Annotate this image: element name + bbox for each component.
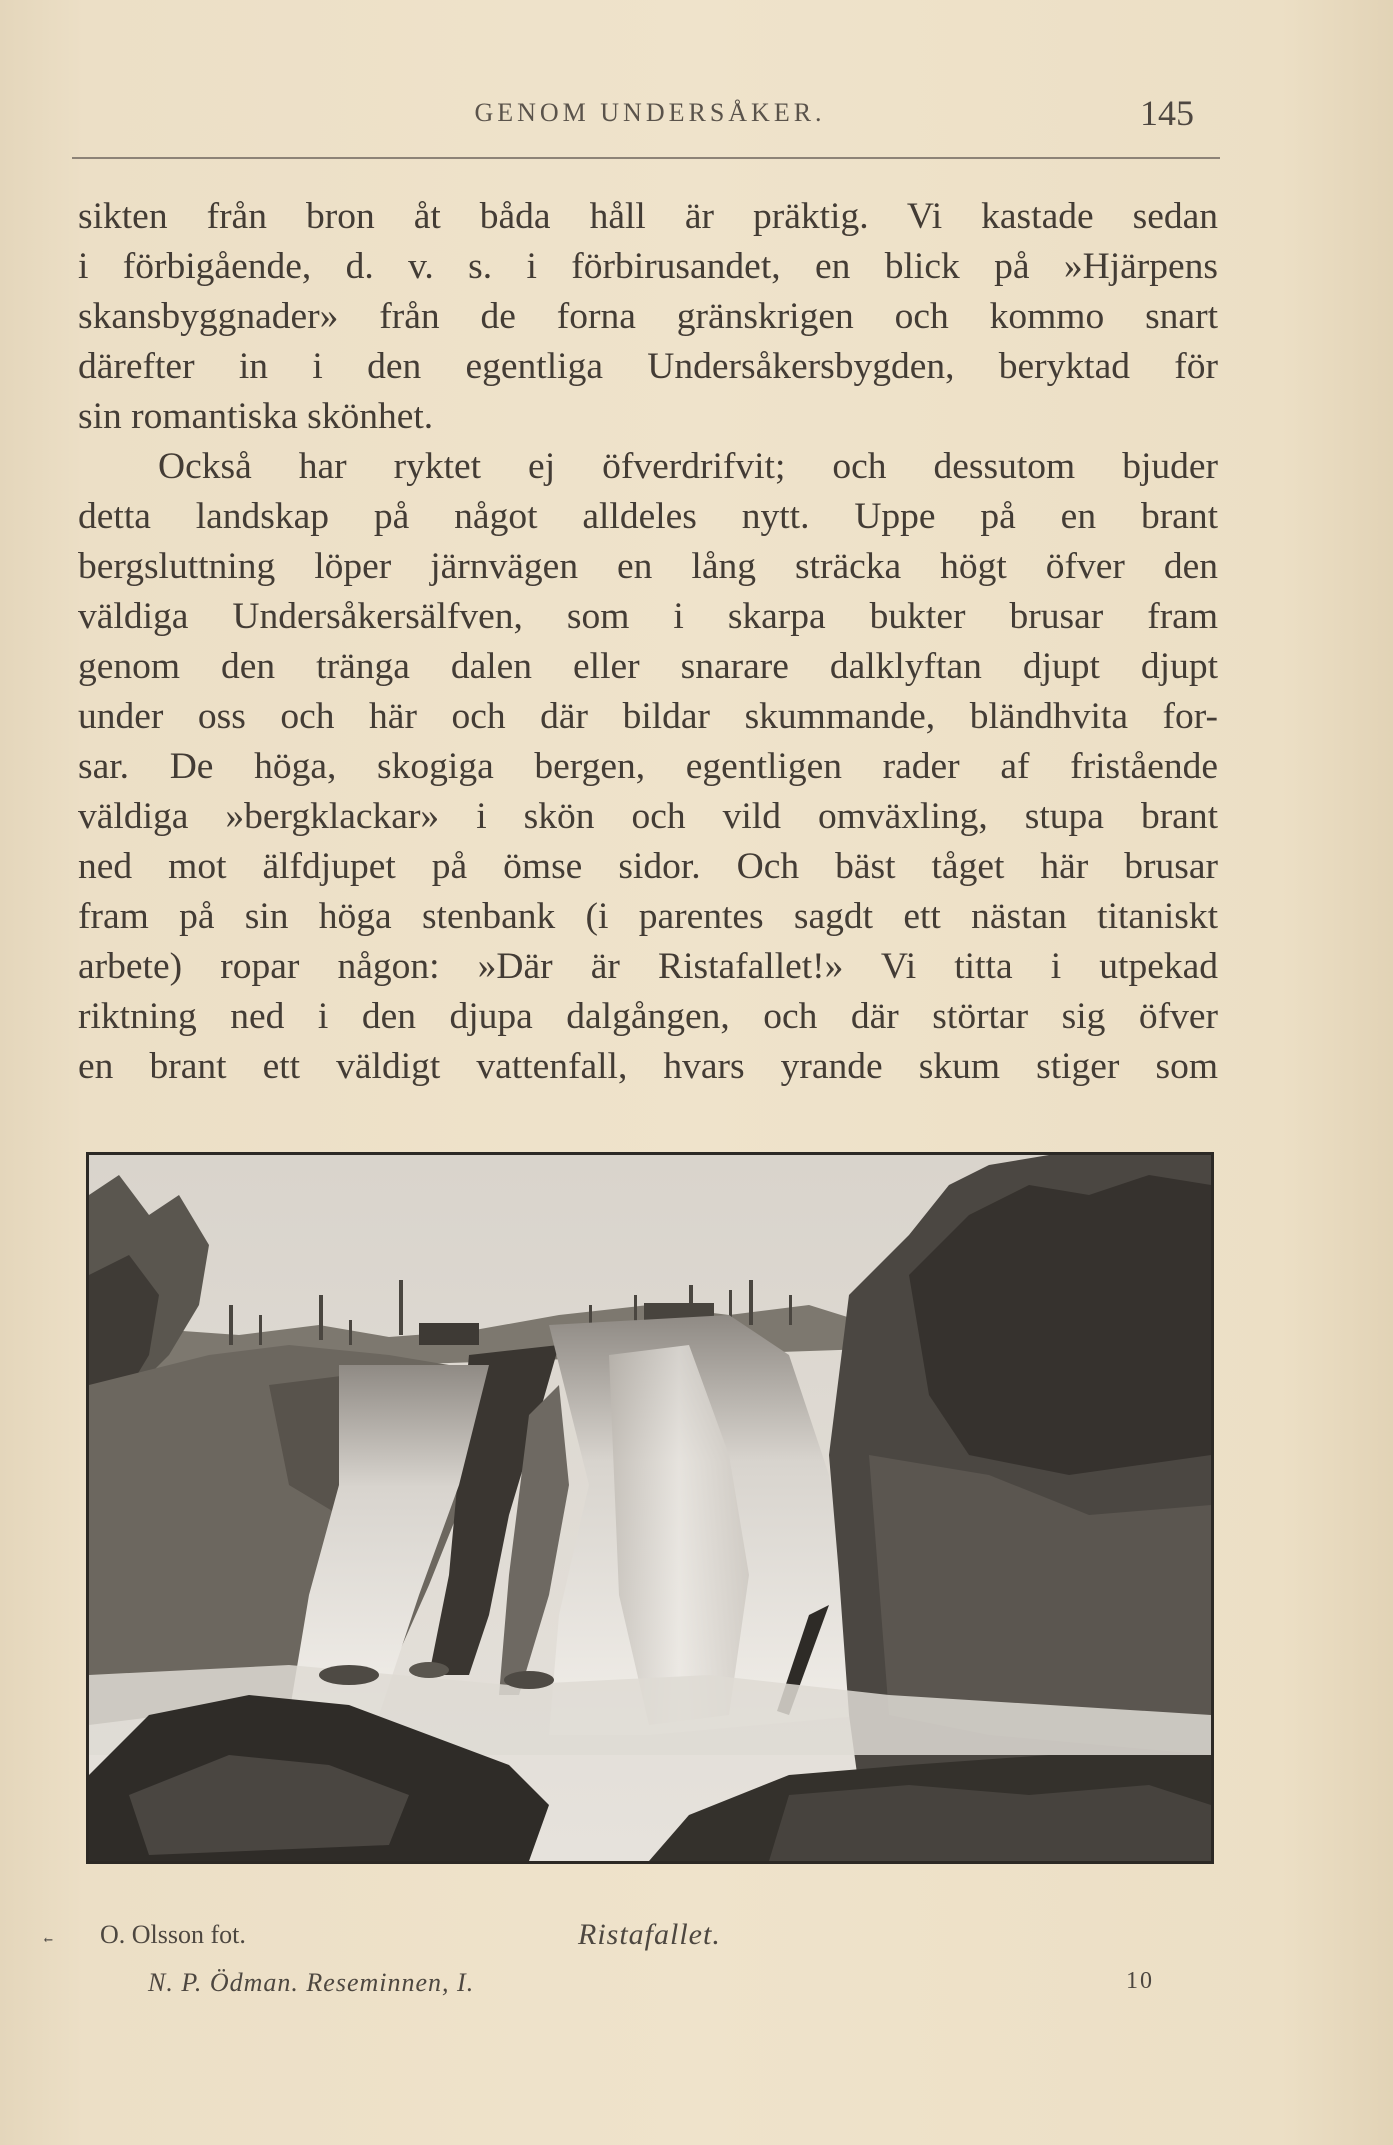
page-number: 145 [1140, 93, 1194, 133]
text-line: bergsluttning löper järnvägen en lång sträcka högt öfver den [78, 546, 1218, 587]
text-line: fram på sin höga stenbank (i parentes sagdt ett nästan titaniskt [78, 896, 1218, 937]
waterfall-illustration [89, 1155, 1211, 1861]
text-line: ned mot älfdjupet på ömse sidor. Och bäst tåget här brusar [78, 846, 1218, 887]
running-title: GENOM UNDERSÅKER. [474, 98, 826, 127]
text-line: därefter in i den egentliga Undersåkersbygden, beryktad för [78, 346, 1218, 387]
signature-note: N. P. Ödman. Reseminnen, I. [148, 1968, 475, 1997]
text-line: sin romantiska skönhet. [78, 396, 434, 437]
text-line: genom den tränga dalen eller snarare dalklyftan djupt djupt [78, 646, 1218, 687]
text-line: detta landskap på något alldeles nytt. Uppe på en brant [78, 496, 1218, 537]
text-line: Också har ryktet ej öfverdrifvit; och dessutom bjuder [158, 446, 1218, 487]
header-rule [72, 157, 1220, 159]
photo-credit: O. Olsson fot. [100, 1920, 246, 1949]
text-line: i förbigående, d. v. s. i förbirusandet, en blick på »Hjärpens [78, 246, 1218, 287]
text-line: under oss och här och där bildar skummande, bländhvita for- [78, 696, 1218, 737]
text-line: riktning ned i den djupa dalgången, och där störtar sig öfver [78, 996, 1218, 1037]
text-line: väldiga Undersåkersälfven, som i skarpa bukter brusar fram [78, 596, 1218, 637]
text-line: skansbyggnader» från de forna gränskrigen och kommo snart [78, 296, 1218, 337]
waterfall-photograph [86, 1152, 1214, 1864]
text-line: sar. De höga, skogiga bergen, egentligen rader af fristående [78, 746, 1218, 787]
margin-mark: ˿ [44, 1914, 53, 1943]
text-line: arbete) ropar någon: »Där är Ristafallet!» Vi titta i utpekad [78, 946, 1218, 987]
figure-caption: Ristafallet. [578, 1918, 721, 1951]
signature-number: 10 [1126, 1968, 1154, 1994]
body-text [78, 192, 1218, 1092]
text-line: sikten från bron åt båda håll är präktig. Vi kastade sedan [78, 196, 1218, 237]
text-line: väldiga »bergklackar» i skön och vild omväxling, stupa brant [78, 796, 1218, 837]
text-line: en brant ett väldigt vattenfall, hvars yrande skum stiger som [78, 1046, 1218, 1087]
running-head [0, 92, 1393, 132]
